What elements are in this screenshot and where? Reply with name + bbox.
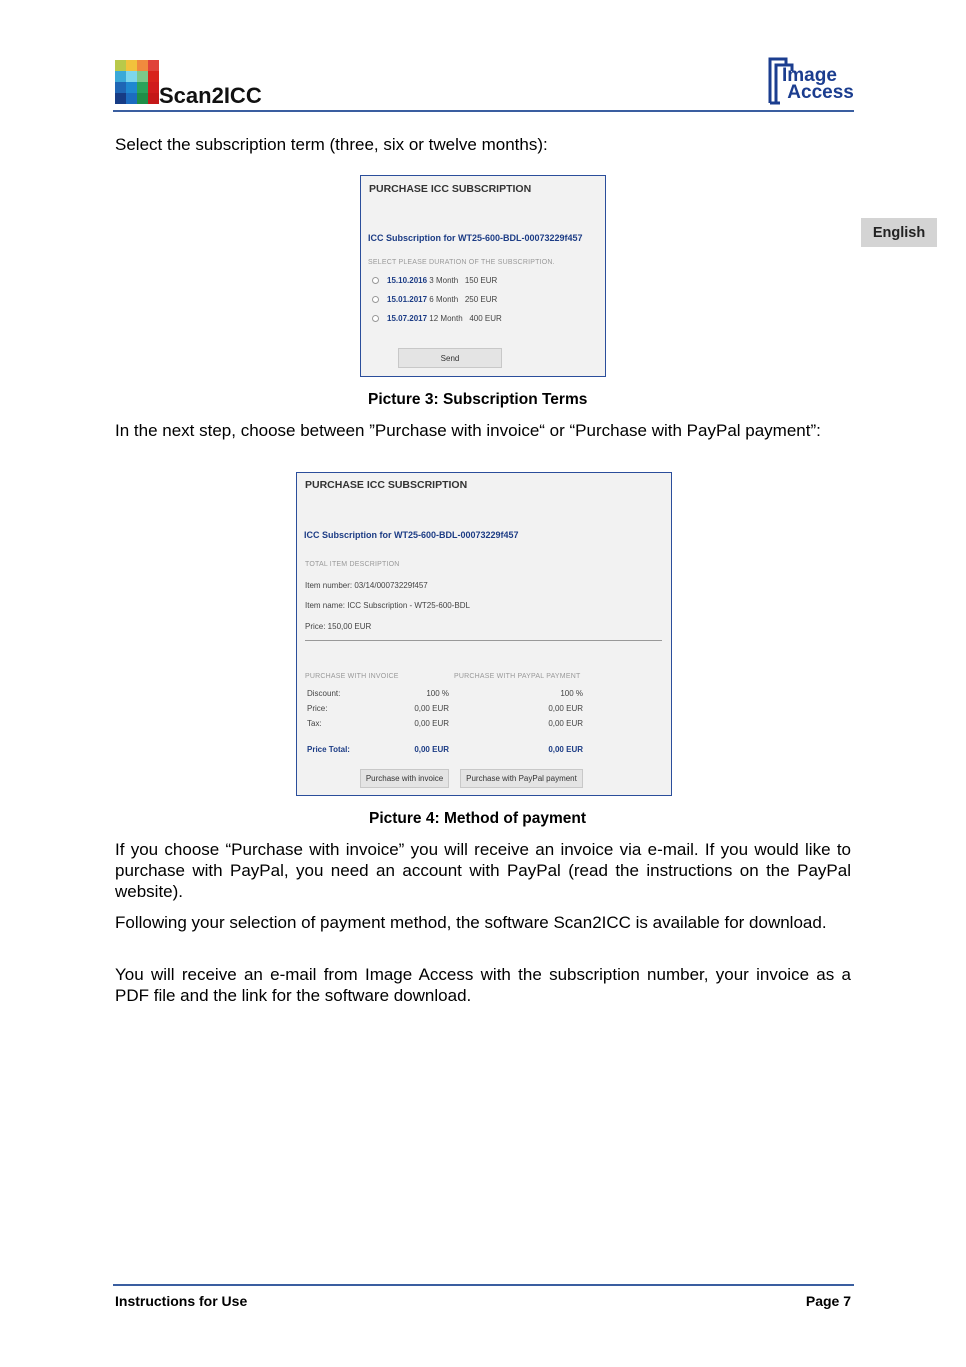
logo-cell bbox=[126, 93, 137, 104]
divider bbox=[305, 640, 662, 641]
logo-cell bbox=[137, 93, 148, 104]
option-term: 12 Month bbox=[429, 314, 463, 323]
screenshot-subtitle: ICC Subscription for WT25-600-BDL-00073229f457 bbox=[368, 233, 583, 243]
row-label: Discount: bbox=[307, 689, 341, 698]
logo-cell bbox=[126, 82, 137, 93]
screenshot-title: PURCHASE ICC SUBSCRIPTION bbox=[305, 479, 468, 491]
total-invoice: 0,00 EUR bbox=[414, 745, 449, 754]
payment-screenshot bbox=[296, 472, 672, 796]
invoice-value: 0,00 EUR bbox=[414, 704, 449, 713]
option-term: 6 Month bbox=[429, 295, 459, 304]
option-date: 15.07.2017 bbox=[387, 314, 428, 323]
logo-cell bbox=[137, 82, 148, 93]
footer-left: Instructions for Use bbox=[115, 1293, 248, 1309]
total-paypal: 0,00 EUR bbox=[548, 745, 583, 754]
row-label: Price: bbox=[307, 704, 328, 713]
instruction: SELECT PLEASE DURATION OF THE SUBSCRIPTION. bbox=[368, 259, 555, 266]
header-rule bbox=[113, 110, 854, 112]
duration-radio[interactable] bbox=[372, 277, 379, 284]
duration-radio[interactable] bbox=[372, 315, 379, 322]
item-number: Item number: 03/14/00073229f457 bbox=[305, 581, 428, 590]
paypal-value: 0,00 EUR bbox=[548, 704, 583, 713]
option-date: 15.10.2016 bbox=[387, 276, 428, 285]
option-price: 400 EUR bbox=[469, 314, 502, 323]
item-price: Price: 150,00 EUR bbox=[305, 622, 372, 631]
paypal-value: 100 % bbox=[560, 689, 583, 698]
purchase-invoice-button[interactable]: Purchase with invoice bbox=[360, 769, 449, 788]
language-button[interactable]: English bbox=[861, 218, 937, 247]
total-label: Price Total: bbox=[307, 745, 350, 754]
invoice-value: 0,00 EUR bbox=[414, 719, 449, 728]
invoice-column-header: PURCHASE WITH INVOICE bbox=[305, 673, 399, 680]
option-price: 150 EUR bbox=[464, 276, 498, 285]
logo-cell bbox=[148, 82, 159, 93]
send-button[interactable]: Send bbox=[398, 348, 502, 368]
step-text: In the next step, choose between ”Purchase with invoice“ or “Purchase with PayPal payment”: bbox=[115, 421, 821, 440]
footer-rule bbox=[113, 1284, 854, 1286]
paragraph: If you choose “Purchase with invoice” you will receive an invoice via e-mail. If you would like to purchase with PayPal, you need an account with PayPal (read the instructions on the PayPal website). bbox=[115, 840, 851, 901]
logo-cell bbox=[115, 71, 126, 82]
page-number: Page 7 bbox=[805, 1293, 851, 1309]
logo-cell bbox=[115, 93, 126, 104]
logo-cell bbox=[148, 93, 159, 104]
screenshot-subtitle: ICC Subscription for WT25-600-BDL-00073229f457 bbox=[304, 530, 519, 540]
logo-cell bbox=[148, 60, 159, 71]
paragraph: Following your selection of payment method, the software Scan2ICC is available for download. bbox=[115, 913, 827, 932]
logo-cell bbox=[137, 60, 148, 71]
image-access-logo: Image Access bbox=[768, 57, 854, 105]
subscription-screenshot bbox=[360, 175, 606, 377]
paypal-value: 0,00 EUR bbox=[548, 719, 583, 728]
option-date: 15.01.2017 bbox=[387, 295, 428, 304]
logo-cell bbox=[115, 60, 126, 71]
duration-radio[interactable] bbox=[372, 296, 379, 303]
logo-cell bbox=[126, 60, 137, 71]
purchase-paypal-button[interactable]: Purchase with PayPal payment bbox=[460, 769, 583, 788]
invoice-value: 100 % bbox=[426, 689, 449, 698]
scan2icc-logo-icon bbox=[115, 60, 159, 104]
logo-cell bbox=[148, 71, 159, 82]
paragraph: You will receive an e-mail from Image Access with the subscription number, your invoice as a PDF file and the link for the software download. bbox=[115, 965, 851, 1005]
logo-cell bbox=[137, 71, 148, 82]
logo-cell bbox=[115, 82, 126, 93]
picture3-caption: Picture 3: Subscription Terms bbox=[368, 391, 588, 408]
section-label: TOTAL ITEM DESCRIPTION bbox=[305, 561, 400, 568]
logo-cell bbox=[126, 71, 137, 82]
option-term: 3 Month bbox=[429, 276, 459, 285]
item-name: Item name: ICC Subscription - WT25-600-BDL bbox=[305, 601, 470, 610]
picture4-caption: Picture 4: Method of payment bbox=[369, 810, 587, 827]
option-price: 250 EUR bbox=[464, 295, 498, 304]
row-label: Tax: bbox=[307, 719, 322, 728]
paypal-column-header: PURCHASE WITH PAYPAL PAYMENT bbox=[454, 673, 581, 680]
screenshot-title: PURCHASE ICC SUBSCRIPTION bbox=[369, 183, 532, 195]
brand-name: Scan2ICC bbox=[159, 83, 262, 108]
intro-text: Select the subscription term (three, six or twelve months): bbox=[115, 135, 548, 154]
